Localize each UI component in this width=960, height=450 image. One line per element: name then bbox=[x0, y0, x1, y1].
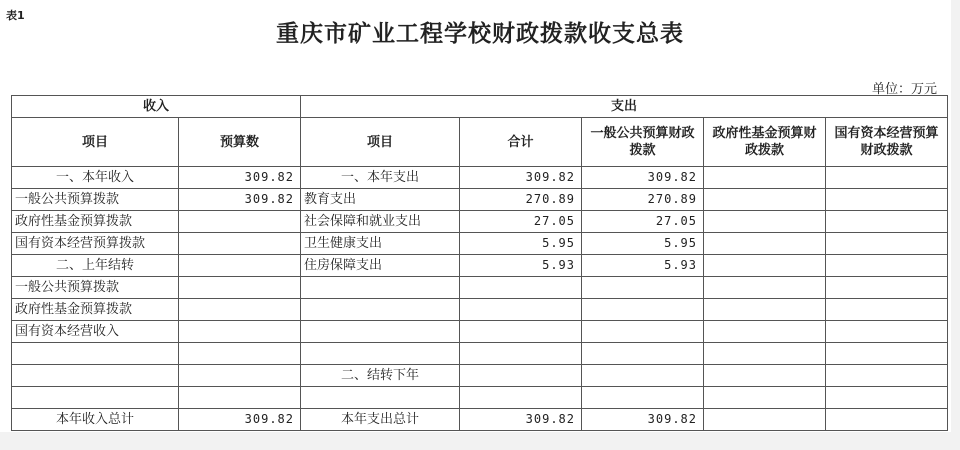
gov-fund-cell bbox=[704, 277, 826, 299]
expense-item-cell bbox=[301, 321, 460, 343]
expense-item-cell: 一、本年支出 bbox=[301, 167, 460, 189]
income-value-cell bbox=[179, 277, 301, 299]
gov-fund-cell bbox=[704, 343, 826, 365]
expense-item-cell: 社会保障和就业支出 bbox=[301, 211, 460, 233]
general-budget-cell bbox=[582, 365, 704, 387]
state-capital-cell bbox=[826, 387, 948, 409]
table-row bbox=[12, 387, 948, 409]
general-budget-cell bbox=[582, 387, 704, 409]
table-row bbox=[12, 211, 948, 233]
expense-item-cell: 教育支出 bbox=[301, 189, 460, 211]
income-item-cell: 国有资本经营预算拨款 bbox=[12, 233, 179, 255]
gov-fund-cell bbox=[704, 321, 826, 343]
expense-item-cell: 卫生健康支出 bbox=[301, 233, 460, 255]
income-item-header: 项目 bbox=[12, 118, 179, 167]
expense-item-cell: 二、结转下年 bbox=[301, 365, 460, 387]
income-value-cell bbox=[179, 255, 301, 277]
state-capital-cell bbox=[826, 189, 948, 211]
gov-fund-cell bbox=[704, 233, 826, 255]
general-budget-cell: 309.82 bbox=[582, 167, 704, 189]
income-value-cell bbox=[179, 299, 301, 321]
total-cell bbox=[460, 365, 582, 387]
gov-fund-cell bbox=[704, 387, 826, 409]
state-capital-cell bbox=[826, 321, 948, 343]
budget-table bbox=[11, 95, 948, 431]
income-budget-header: 预算数 bbox=[179, 118, 301, 167]
income-value-cell bbox=[179, 321, 301, 343]
expense-item-cell bbox=[301, 277, 460, 299]
general-budget-cell: 5.93 bbox=[582, 255, 704, 277]
gov-fund-header: 政府性基金预算财政拨款 bbox=[704, 118, 826, 167]
total-cell: 270.89 bbox=[460, 189, 582, 211]
state-capital-cell bbox=[826, 277, 948, 299]
state-capital-cell bbox=[826, 365, 948, 387]
table-row bbox=[12, 299, 948, 321]
table-row bbox=[12, 233, 948, 255]
income-value-cell bbox=[179, 211, 301, 233]
state-capital-cell bbox=[826, 409, 948, 431]
header-row-group bbox=[12, 96, 948, 118]
state-capital-cell bbox=[826, 255, 948, 277]
table-row bbox=[12, 409, 948, 431]
table-label: 表1 bbox=[6, 9, 25, 22]
income-value-cell bbox=[179, 343, 301, 365]
income-value-cell: 309.82 bbox=[179, 409, 301, 431]
income-item-cell: 一、本年收入 bbox=[12, 167, 179, 189]
total-cell: 309.82 bbox=[460, 167, 582, 189]
income-item-cell: 政府性基金预算拨款 bbox=[12, 211, 179, 233]
expense-item-cell: 本年支出总计 bbox=[301, 409, 460, 431]
table-row bbox=[12, 189, 948, 211]
income-value-cell: 309.82 bbox=[179, 189, 301, 211]
page-title: 重庆市矿业工程学校财政拨款收支总表 bbox=[276, 21, 684, 47]
income-item-cell bbox=[12, 365, 179, 387]
expense-item-cell: 住房保障支出 bbox=[301, 255, 460, 277]
total-cell bbox=[460, 277, 582, 299]
table-row bbox=[12, 365, 948, 387]
header-row-columns bbox=[12, 118, 948, 167]
income-item-cell bbox=[12, 343, 179, 365]
state-capital-cell bbox=[826, 167, 948, 189]
general-budget-cell bbox=[582, 277, 704, 299]
income-group-header: 收入 bbox=[12, 96, 301, 118]
total-cell bbox=[460, 343, 582, 365]
general-budget-cell: 5.95 bbox=[582, 233, 704, 255]
income-value-cell bbox=[179, 233, 301, 255]
unit-label: 单位：万元 bbox=[871, 82, 937, 97]
income-item-cell: 一般公共预算拨款 bbox=[12, 277, 179, 299]
income-item-cell: 国有资本经营收入 bbox=[12, 321, 179, 343]
table-row bbox=[12, 255, 948, 277]
total-cell bbox=[460, 387, 582, 409]
income-value-cell bbox=[179, 387, 301, 409]
total-cell: 27.05 bbox=[460, 211, 582, 233]
income-item-cell: 政府性基金预算拨款 bbox=[12, 299, 179, 321]
income-item-cell bbox=[12, 387, 179, 409]
expense-item-header: 项目 bbox=[301, 118, 460, 167]
general-budget-cell bbox=[582, 321, 704, 343]
expense-item-cell bbox=[301, 387, 460, 409]
state-capital-cell bbox=[826, 343, 948, 365]
state-capital-cell bbox=[826, 233, 948, 255]
table-row bbox=[12, 321, 948, 343]
general-budget-cell: 270.89 bbox=[582, 189, 704, 211]
state-capital-cell bbox=[826, 299, 948, 321]
table-row bbox=[12, 167, 948, 189]
total-cell bbox=[460, 321, 582, 343]
income-value-cell bbox=[179, 365, 301, 387]
income-item-cell: 本年收入总计 bbox=[12, 409, 179, 431]
total-cell: 309.82 bbox=[460, 409, 582, 431]
general-budget-cell bbox=[582, 299, 704, 321]
state-capital-header: 国有资本经营预算财政拨款 bbox=[826, 118, 948, 167]
general-budget-cell: 27.05 bbox=[582, 211, 704, 233]
general-budget-cell: 309.82 bbox=[582, 409, 704, 431]
expense-item-cell bbox=[301, 343, 460, 365]
total-cell bbox=[460, 299, 582, 321]
general-budget-header: 一般公共预算财政拨款 bbox=[582, 118, 704, 167]
total-cell: 5.93 bbox=[460, 255, 582, 277]
income-value-cell: 309.82 bbox=[179, 167, 301, 189]
state-capital-cell bbox=[826, 211, 948, 233]
total-header: 合计 bbox=[460, 118, 582, 167]
gov-fund-cell bbox=[704, 365, 826, 387]
total-cell: 5.95 bbox=[460, 233, 582, 255]
gov-fund-cell bbox=[704, 167, 826, 189]
income-item-cell: 一般公共预算拨款 bbox=[12, 189, 179, 211]
expense-item-cell bbox=[301, 299, 460, 321]
table-row bbox=[12, 277, 948, 299]
gov-fund-cell bbox=[704, 211, 826, 233]
gov-fund-cell bbox=[704, 299, 826, 321]
income-item-cell: 二、上年结转 bbox=[12, 255, 179, 277]
general-budget-cell bbox=[582, 343, 704, 365]
gov-fund-cell bbox=[704, 409, 826, 431]
gov-fund-cell bbox=[704, 189, 826, 211]
expense-group-header: 支出 bbox=[301, 96, 948, 118]
gov-fund-cell bbox=[704, 255, 826, 277]
table-row bbox=[12, 343, 948, 365]
